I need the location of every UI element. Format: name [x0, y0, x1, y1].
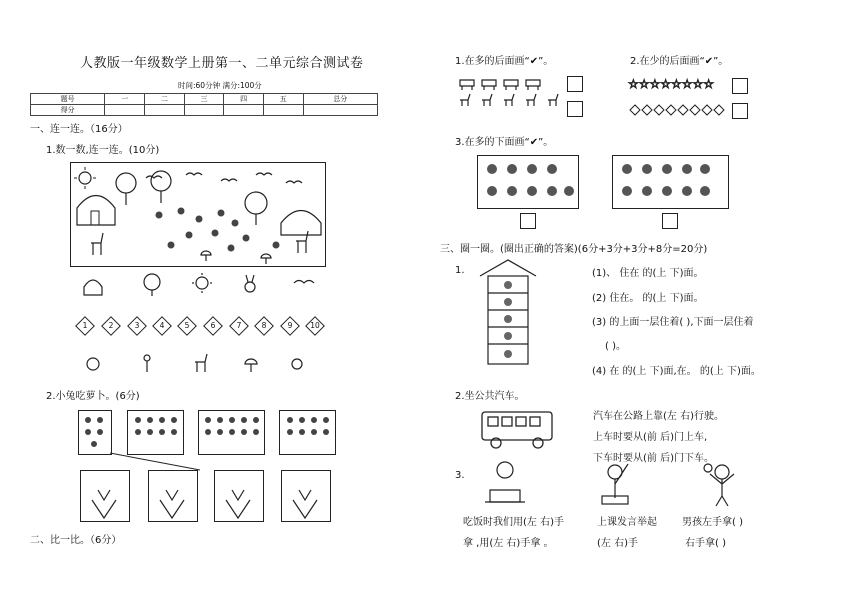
number-diamond-4[interactable]: 4 [152, 316, 172, 336]
carrot-box-4[interactable] [281, 470, 331, 522]
q3-row2-col3: 右手拿( ) [685, 538, 726, 549]
circle-q3-number: 3. [455, 470, 465, 481]
exam-subtitle: 时间:60分钟 满分:100分 [178, 81, 262, 90]
number-diamond-10[interactable]: 10 [305, 316, 325, 336]
table-cell: 总分 [303, 94, 377, 105]
q3-row1-col2: 上课发言举起 [597, 517, 657, 528]
table-cell: 四 [224, 94, 264, 105]
number-diamond-5[interactable]: 5 [177, 316, 197, 336]
circle-q1-number: 1. [455, 265, 465, 276]
score-table-header-row [31, 94, 378, 105]
counting-scene-drawing [71, 163, 325, 266]
checkbox-monkeys-left[interactable] [520, 213, 536, 229]
circle-q2-label: 2.坐公共汽车。 [455, 391, 525, 402]
bus-line-1: 汽车在公路上靠(左 右)行驶。 [593, 411, 724, 422]
checkbox-goats-top[interactable] [567, 76, 583, 92]
q3-row2-col2: (左 右)手 [597, 538, 638, 549]
carrot-box-1[interactable] [80, 470, 130, 522]
number-diamond-7[interactable]: 7 [229, 316, 249, 336]
carrot-box-3[interactable] [214, 470, 264, 522]
section-1-heading: 一、连一连。（16分） [30, 124, 128, 135]
q3-row2-col1: 拿 ,用(左 右)手拿 。 [463, 538, 554, 549]
shapes-drawing [628, 78, 728, 114]
section-2-heading: 二、比一比。（6分） [30, 535, 122, 546]
number-diamond-3[interactable]: 3 [127, 316, 147, 336]
apartment-building [478, 258, 538, 368]
score-input-cell[interactable] [145, 105, 185, 116]
checkbox-stars[interactable] [732, 78, 748, 94]
number-diamond-1[interactable]: 1 [75, 316, 95, 336]
score-table-score-row [31, 105, 378, 116]
checkbox-goats-bottom[interactable] [567, 101, 583, 117]
score-input-cell[interactable] [105, 105, 145, 116]
deer-icon [195, 354, 207, 372]
table-cell: 三 [184, 94, 224, 105]
counting-items-row-2 [85, 352, 305, 374]
table-cell: 得分 [31, 105, 105, 116]
q3-row1-col1: 吃饭时我们用(左 右)手 [463, 517, 564, 528]
score-input-cell[interactable] [303, 105, 377, 116]
carrot-drawings [0, 0, 340, 60]
number-diamond-8[interactable]: 8 [254, 316, 274, 336]
table-cell: 一 [105, 94, 145, 105]
rabbit-icon [245, 275, 255, 292]
tree-icon [144, 274, 160, 296]
bus-drawing [478, 408, 558, 452]
circle-q1-line-1: (1)、 住在 的(上 下)面。 [592, 268, 704, 279]
question-1-label: 1.数一数,连一连。(10分) [46, 145, 160, 156]
checkbox-diamonds[interactable] [732, 103, 748, 119]
number-diamond-2[interactable]: 2 [101, 316, 121, 336]
bus-line-3: 下车时要从(前 后)门下车。 [593, 453, 714, 464]
number-diamond-6[interactable]: 6 [203, 316, 223, 336]
animal-icon [292, 359, 302, 369]
compare-q1-label: 1.在多的后面画“✔”。 [455, 56, 554, 67]
monkey-drawings [477, 155, 777, 215]
mushroom-icon [245, 359, 257, 372]
house-icon [84, 280, 102, 295]
children-drawings [470, 460, 830, 510]
circle-q1-line-3: (3) 的上面一层住着( ),下面一层住着 [592, 317, 754, 328]
section-3-heading: 三、圈一圈。(圈出正确的答案)(6分+3分+3分+8分=20分) [440, 244, 708, 255]
score-input-cell[interactable] [184, 105, 224, 116]
bird-icon [294, 281, 314, 284]
rabbit-group-1[interactable] [78, 410, 112, 455]
table-cell: 五 [263, 94, 303, 105]
bus-line-2: 上车时要从(前 后)门上车, [593, 432, 708, 443]
carrot-box-2[interactable] [148, 470, 198, 522]
checkbox-monkeys-right[interactable] [662, 213, 678, 229]
flower-icon [144, 355, 150, 372]
table-cell: 题号 [31, 94, 105, 105]
circle-q1-line-5: (4) 在 的(上 下)面,在。 的(上 下)面。 [592, 366, 761, 377]
score-input-cell[interactable] [224, 105, 264, 116]
circle-q1-line-2: (2) 住在。 的(上 下)面。 [592, 293, 704, 304]
compare-q3-label: 3.在多的下面画“✔”。 [455, 137, 554, 148]
page-title: 人教版一年级数学上册第一、二单元综合测试卷 [80, 56, 364, 71]
circle-q1-line-4: ( )。 [605, 341, 626, 352]
counting-items-row [82, 273, 322, 297]
number-diamond-9[interactable]: 9 [280, 316, 300, 336]
q3-row1-col3: 男孩左手拿( ) [682, 517, 743, 528]
score-input-cell[interactable] [263, 105, 303, 116]
sun-icon [192, 273, 212, 293]
compare-q2-label: 2.在少的后面画“✔”。 [630, 56, 729, 67]
svg-text:☆☆☆☆☆☆☆☆: ☆☆☆☆☆☆☆☆ [628, 77, 715, 91]
question-2-label: 2.小兔吃萝卜。(6分) [46, 391, 140, 402]
table-cell: 二 [145, 94, 185, 105]
squirrel-icon [87, 358, 99, 370]
score-table [30, 93, 378, 116]
goats-drawing [458, 72, 568, 112]
counting-picture [70, 162, 326, 267]
